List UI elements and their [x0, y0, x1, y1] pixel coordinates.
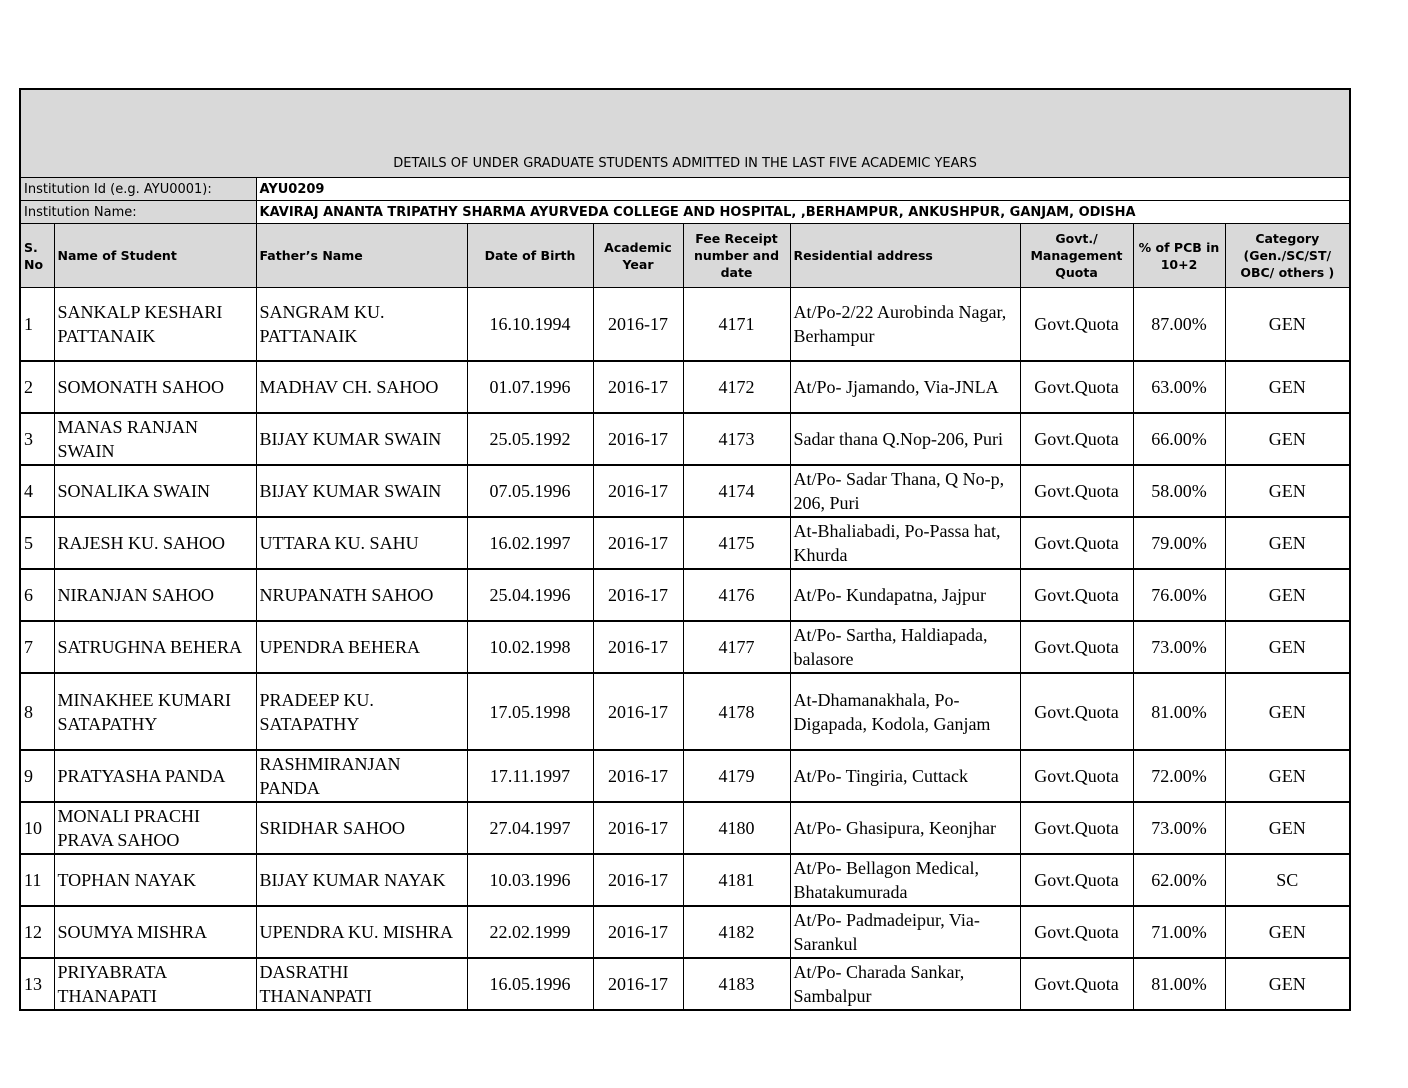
- cell-father: PRADEEP KU. SATAPATHY: [256, 673, 467, 750]
- cell-sno: 6: [20, 569, 54, 621]
- cell-dob: 25.04.1996: [467, 569, 593, 621]
- table-row: [20, 569, 1350, 621]
- cell-quota: Govt.Quota: [1020, 621, 1133, 673]
- cell-fee: 4173: [683, 413, 790, 465]
- table-row: [20, 906, 1350, 958]
- cell-sno: 4: [20, 465, 54, 517]
- cell-fee: 4176: [683, 569, 790, 621]
- header-row: [20, 224, 1350, 288]
- table-row: [20, 288, 1350, 362]
- cell-sno: 1: [20, 288, 54, 362]
- col-header-dob: Date of Birth: [467, 224, 593, 288]
- cell-father: DASRATHI THANANPATI: [256, 958, 467, 1010]
- cell-quota: Govt.Quota: [1020, 361, 1133, 413]
- cell-year: 2016-17: [593, 621, 683, 673]
- cell-name: MONALI PRACHI PRAVA SAHOO: [54, 802, 256, 854]
- cell-address: At-Bhaliabadi, Po-Passa hat, Khurda: [790, 517, 1020, 569]
- col-header-pcb: % of PCB in 10+2: [1133, 224, 1225, 288]
- cell-sno: 8: [20, 673, 54, 750]
- cell-pcb: 63.00%: [1133, 361, 1225, 413]
- cell-dob: 16.05.1996: [467, 958, 593, 1010]
- table-row: [20, 750, 1350, 802]
- cell-address: At/Po- Charada Sankar, Sambalpur: [790, 958, 1020, 1010]
- cell-address: At-Dhamanakhala, Po-Digapada, Kodola, Ganjam: [790, 673, 1020, 750]
- cell-pcb: 87.00%: [1133, 288, 1225, 362]
- cell-year: 2016-17: [593, 750, 683, 802]
- table-row: [20, 361, 1350, 413]
- cell-fee: 4172: [683, 361, 790, 413]
- cell-quota: Govt.Quota: [1020, 465, 1133, 517]
- cell-year: 2016-17: [593, 465, 683, 517]
- cell-category: GEN: [1225, 802, 1350, 854]
- cell-category: GEN: [1225, 673, 1350, 750]
- cell-category: GEN: [1225, 288, 1350, 362]
- cell-name: MANAS RANJAN SWAIN: [54, 413, 256, 465]
- cell-pcb: 73.00%: [1133, 802, 1225, 854]
- cell-year: 2016-17: [593, 906, 683, 958]
- cell-father: SANGRAM KU. PATTANAIK: [256, 288, 467, 362]
- cell-fee: 4174: [683, 465, 790, 517]
- cell-address: At/Po- Jjamando, Via-JNLA: [790, 361, 1020, 413]
- cell-sno: 2: [20, 361, 54, 413]
- cell-year: 2016-17: [593, 854, 683, 906]
- cell-fee: 4179: [683, 750, 790, 802]
- cell-dob: 01.07.1996: [467, 361, 593, 413]
- cell-address: At/Po- Padmadeipur, Via-Sarankul: [790, 906, 1020, 958]
- cell-sno: 9: [20, 750, 54, 802]
- cell-pcb: 72.00%: [1133, 750, 1225, 802]
- cell-name: SOUMYA MISHRA: [54, 906, 256, 958]
- cell-name: PRIYABRATA THANAPATI: [54, 958, 256, 1010]
- cell-father: UTTARA KU. SAHU: [256, 517, 467, 569]
- cell-father: BIJAY KUMAR NAYAK: [256, 854, 467, 906]
- cell-quota: Govt.Quota: [1020, 413, 1133, 465]
- col-header-address: Residential address: [790, 224, 1020, 288]
- cell-father: SRIDHAR SAHOO: [256, 802, 467, 854]
- cell-dob: 27.04.1997: [467, 802, 593, 854]
- institution-id-value: AYU0209: [256, 178, 1350, 201]
- cell-name: SANKALP KESHARI PATTANAIK: [54, 288, 256, 362]
- cell-year: 2016-17: [593, 958, 683, 1010]
- cell-dob: 16.10.1994: [467, 288, 593, 362]
- cell-pcb: 76.00%: [1133, 569, 1225, 621]
- cell-name: SOMONATH SAHOO: [54, 361, 256, 413]
- cell-quota: Govt.Quota: [1020, 958, 1133, 1010]
- cell-quota: Govt.Quota: [1020, 517, 1133, 569]
- students-table: [19, 88, 1351, 1011]
- cell-category: GEN: [1225, 958, 1350, 1010]
- cell-year: 2016-17: [593, 673, 683, 750]
- cell-fee: 4180: [683, 802, 790, 854]
- institution-name-row: [20, 201, 1350, 224]
- cell-name: RAJESH KU. SAHOO: [54, 517, 256, 569]
- cell-year: 2016-17: [593, 361, 683, 413]
- cell-sno: 7: [20, 621, 54, 673]
- cell-category: GEN: [1225, 750, 1350, 802]
- cell-name: MINAKHEE KUMARI SATAPATHY: [54, 673, 256, 750]
- cell-year: 2016-17: [593, 517, 683, 569]
- cell-dob: 22.02.1999: [467, 906, 593, 958]
- cell-father: UPENDRA BEHERA: [256, 621, 467, 673]
- table-row: [20, 958, 1350, 1010]
- institution-id-label: Institution Id (e.g. AYU0001):: [20, 178, 256, 201]
- cell-category: GEN: [1225, 906, 1350, 958]
- col-header-name: Name of Student: [54, 224, 256, 288]
- cell-pcb: 79.00%: [1133, 517, 1225, 569]
- cell-dob: 10.03.1996: [467, 854, 593, 906]
- title-row: [20, 89, 1350, 178]
- cell-category: GEN: [1225, 569, 1350, 621]
- cell-sno: 5: [20, 517, 54, 569]
- col-header-fee: Fee Receipt number and date: [683, 224, 790, 288]
- cell-address: At/Po-2/22 Aurobinda Nagar, Berhampur: [790, 288, 1020, 362]
- cell-address: At/Po- Tingiria, Cuttack: [790, 750, 1020, 802]
- cell-fee: 4171: [683, 288, 790, 362]
- cell-quota: Govt.Quota: [1020, 288, 1133, 362]
- cell-address: Sadar thana Q.Nop-206, Puri: [790, 413, 1020, 465]
- col-header-category: Category (Gen./SC/ST/ OBC/ others ): [1225, 224, 1350, 288]
- table-row: [20, 621, 1350, 673]
- cell-name: PRATYASHA PANDA: [54, 750, 256, 802]
- cell-dob: 10.02.1998: [467, 621, 593, 673]
- cell-father: BIJAY KUMAR SWAIN: [256, 413, 467, 465]
- cell-pcb: 81.00%: [1133, 958, 1225, 1010]
- cell-pcb: 73.00%: [1133, 621, 1225, 673]
- table-row: [20, 673, 1350, 750]
- cell-sno: 13: [20, 958, 54, 1010]
- cell-sno: 3: [20, 413, 54, 465]
- cell-pcb: 71.00%: [1133, 906, 1225, 958]
- cell-quota: Govt.Quota: [1020, 906, 1133, 958]
- table-row: [20, 854, 1350, 906]
- cell-dob: 07.05.1996: [467, 465, 593, 517]
- cell-quota: Govt.Quota: [1020, 569, 1133, 621]
- cell-category: GEN: [1225, 517, 1350, 569]
- table-row: [20, 517, 1350, 569]
- cell-address: At/Po- Kundapatna, Jajpur: [790, 569, 1020, 621]
- institution-id-row: [20, 178, 1350, 201]
- cell-fee: 4182: [683, 906, 790, 958]
- cell-sno: 11: [20, 854, 54, 906]
- cell-sno: 10: [20, 802, 54, 854]
- institution-name-label: Institution Name:: [20, 201, 256, 224]
- cell-category: GEN: [1225, 465, 1350, 517]
- table-row: [20, 802, 1350, 854]
- cell-dob: 17.05.1998: [467, 673, 593, 750]
- table-row: [20, 413, 1350, 465]
- cell-name: SATRUGHNA BEHERA: [54, 621, 256, 673]
- institution-name-value: KAVIRAJ ANANTA TRIPATHY SHARMA AYURVEDA COLLEGE AND HOSPITAL, ,BERHAMPUR, ANKUSHPUR, GANJAM, ODISHA: [256, 201, 1350, 224]
- col-header-year: Academic Year: [593, 224, 683, 288]
- col-header-quota: Govt./ Management Quota: [1020, 224, 1133, 288]
- cell-dob: 17.11.1997: [467, 750, 593, 802]
- cell-father: UPENDRA KU. MISHRA: [256, 906, 467, 958]
- cell-year: 2016-17: [593, 413, 683, 465]
- cell-father: NRUPANATH SAHOO: [256, 569, 467, 621]
- cell-fee: 4175: [683, 517, 790, 569]
- cell-name: SONALIKA SWAIN: [54, 465, 256, 517]
- table-row: [20, 465, 1350, 517]
- cell-father: RASHMIRANJAN PANDA: [256, 750, 467, 802]
- cell-category: GEN: [1225, 361, 1350, 413]
- cell-father: MADHAV CH. SAHOO: [256, 361, 467, 413]
- cell-fee: 4178: [683, 673, 790, 750]
- col-header-father: Father’s Name: [256, 224, 467, 288]
- cell-address: At/Po- Bellagon Medical, Bhatakumurada: [790, 854, 1020, 906]
- cell-fee: 4183: [683, 958, 790, 1010]
- col-header-sno: S. No: [20, 224, 54, 288]
- cell-category: GEN: [1225, 413, 1350, 465]
- cell-year: 2016-17: [593, 569, 683, 621]
- cell-fee: 4181: [683, 854, 790, 906]
- cell-name: TOPHAN NAYAK: [54, 854, 256, 906]
- cell-category: GEN: [1225, 621, 1350, 673]
- page-title: DETAILS OF UNDER GRADUATE STUDENTS ADMITTED IN THE LAST FIVE ACADEMIC YEARS: [20, 89, 1350, 178]
- cell-pcb: 62.00%: [1133, 854, 1225, 906]
- cell-dob: 16.02.1997: [467, 517, 593, 569]
- cell-category: SC: [1225, 854, 1350, 906]
- cell-sno: 12: [20, 906, 54, 958]
- cell-pcb: 58.00%: [1133, 465, 1225, 517]
- cell-address: At/Po- Ghasipura, Keonjhar: [790, 802, 1020, 854]
- cell-year: 2016-17: [593, 288, 683, 362]
- cell-pcb: 81.00%: [1133, 673, 1225, 750]
- cell-quota: Govt.Quota: [1020, 673, 1133, 750]
- cell-pcb: 66.00%: [1133, 413, 1225, 465]
- cell-quota: Govt.Quota: [1020, 802, 1133, 854]
- cell-address: At/Po- Sadar Thana, Q No-p, 206, Puri: [790, 465, 1020, 517]
- cell-name: NIRANJAN SAHOO: [54, 569, 256, 621]
- cell-quota: Govt.Quota: [1020, 854, 1133, 906]
- cell-dob: 25.05.1992: [467, 413, 593, 465]
- cell-quota: Govt.Quota: [1020, 750, 1133, 802]
- cell-year: 2016-17: [593, 802, 683, 854]
- cell-address: At/Po- Sartha, Haldiapada, balasore: [790, 621, 1020, 673]
- cell-fee: 4177: [683, 621, 790, 673]
- cell-father: BIJAY KUMAR SWAIN: [256, 465, 467, 517]
